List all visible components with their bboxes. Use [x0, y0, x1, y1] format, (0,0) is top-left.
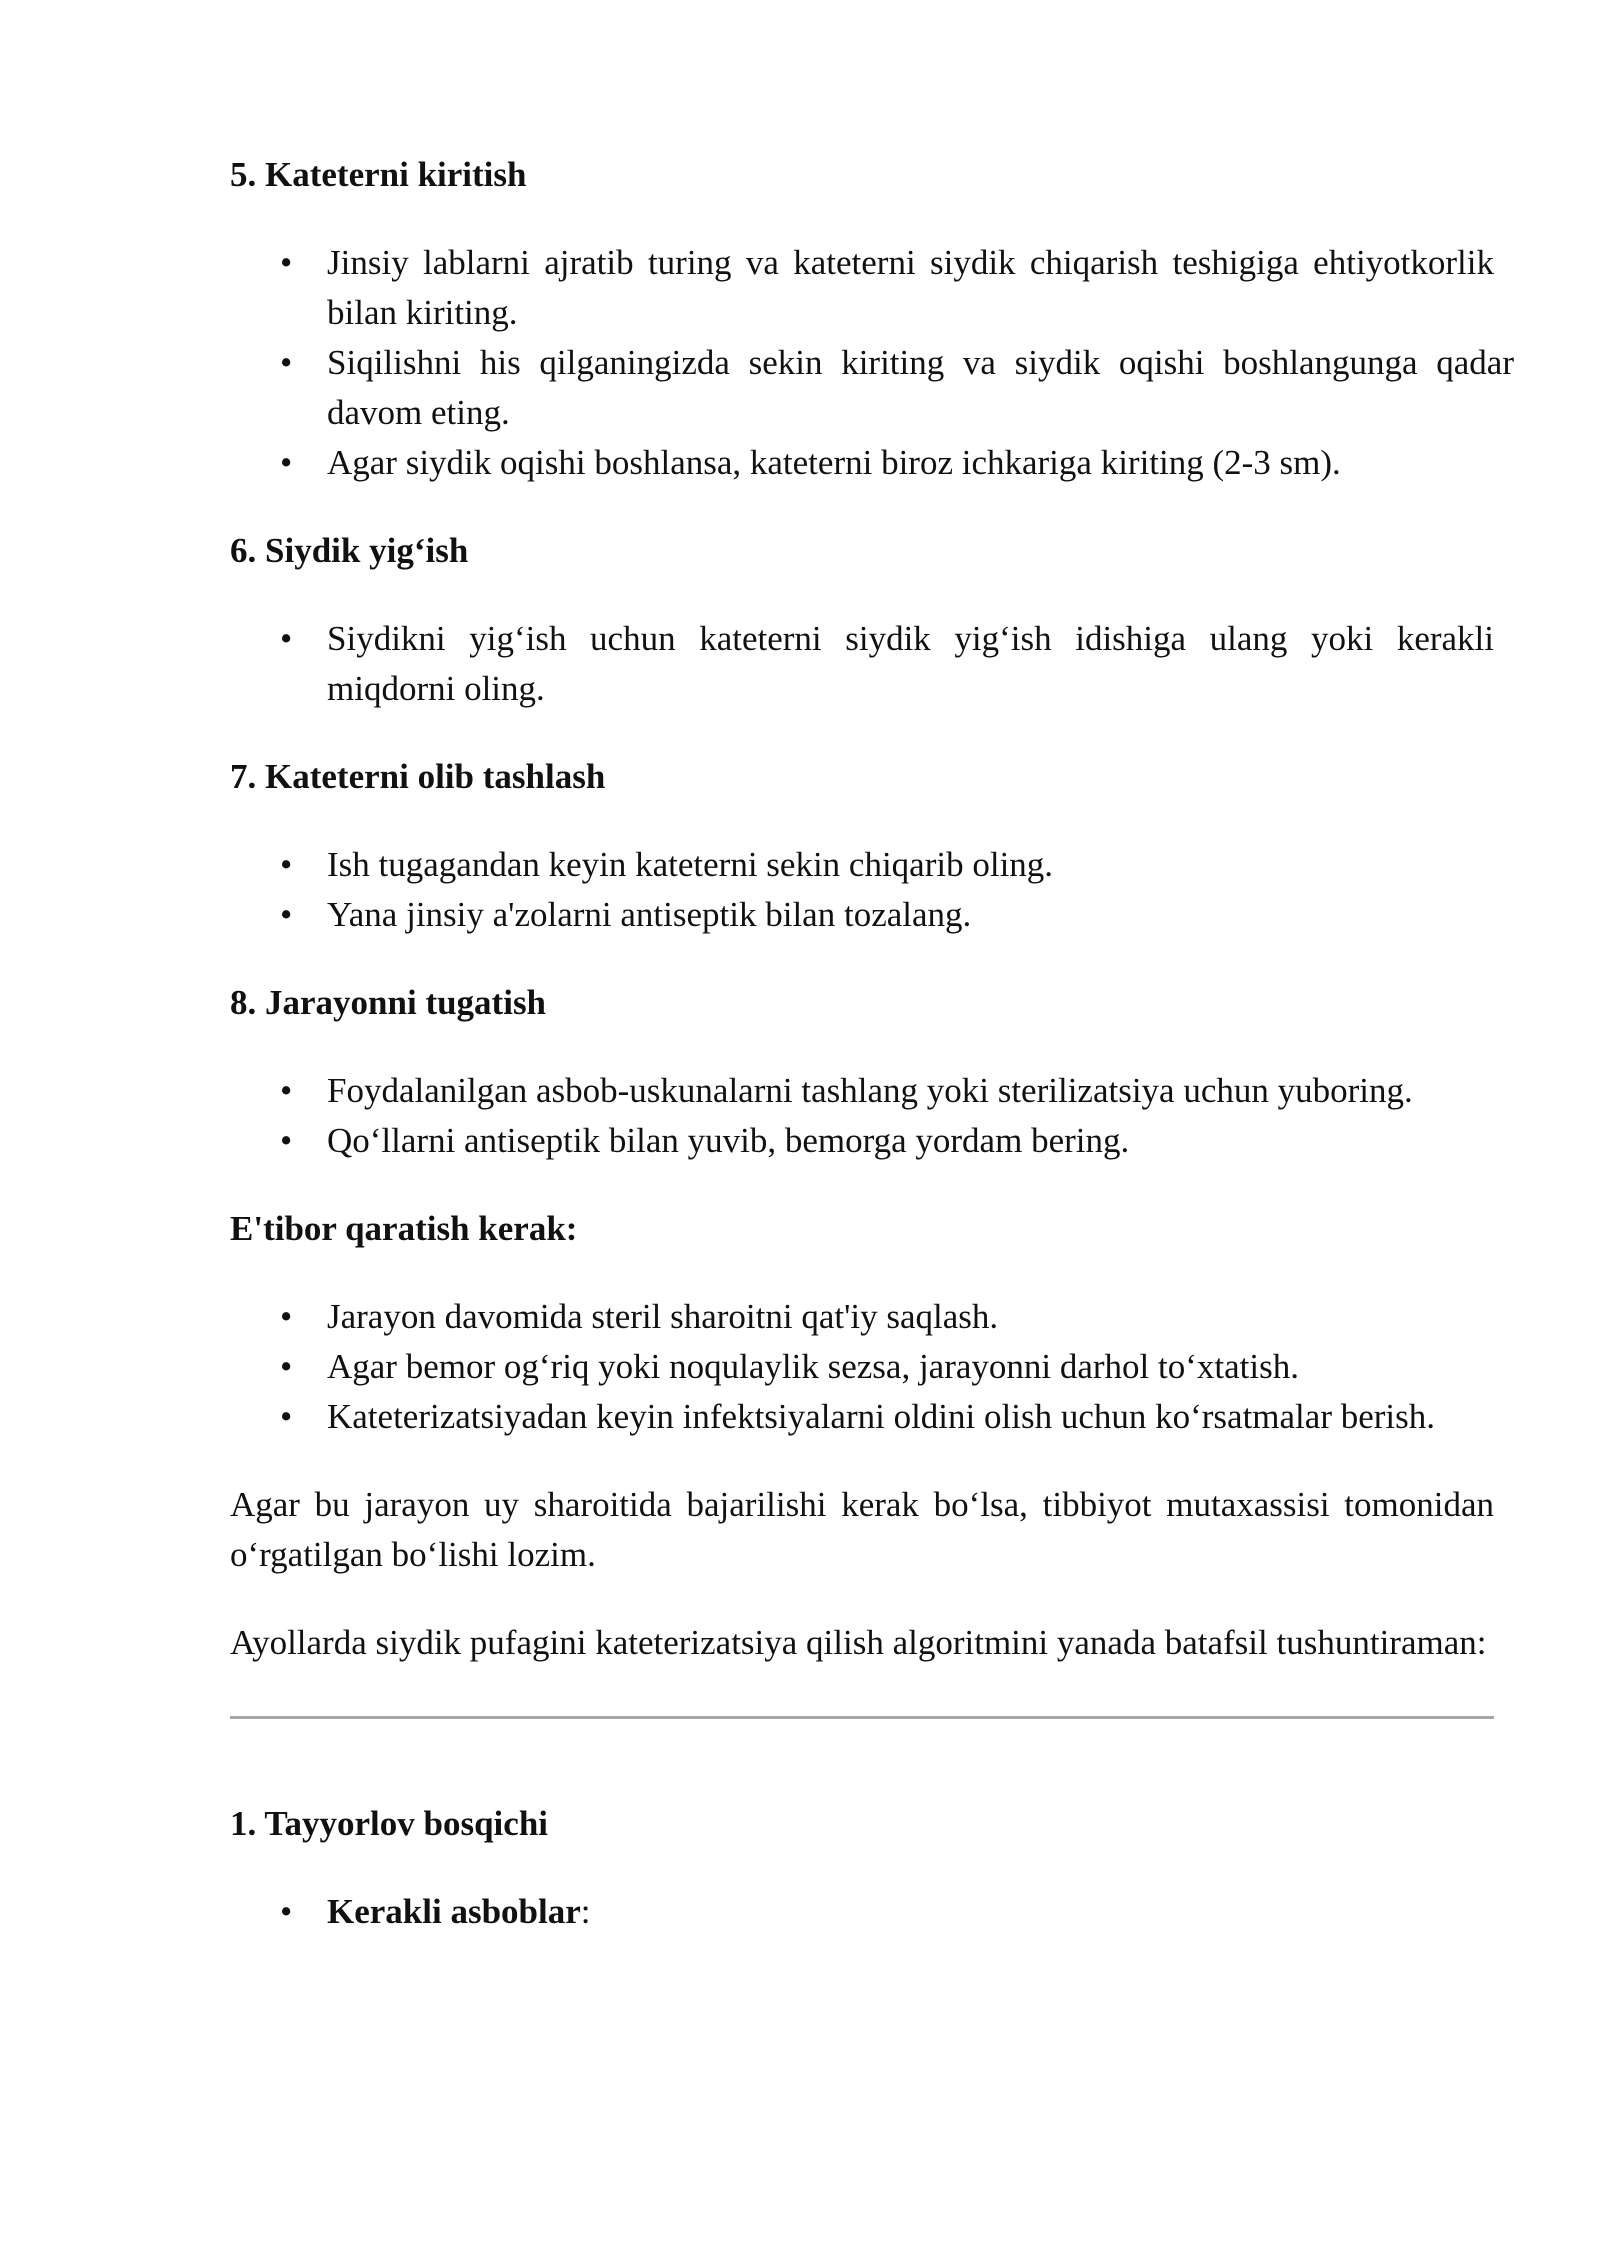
- list-item: [230, 1066, 1494, 1116]
- list-item-text: Siydikni yig‘ish uchun kateterni siydik yig‘ish idishiga ulang yoki kerakli miqdorni oling.: [327, 619, 1494, 708]
- list-item-text: Jarayon davomida steril sharoitni qat'iy saqlash.: [327, 1297, 999, 1336]
- list-item-text: Agar bemor og‘riq yoki noqulaylik sezsa, jarayonni darhol to‘xtatish.: [327, 1347, 1299, 1386]
- list-item: [230, 614, 1494, 714]
- list-item: [230, 438, 1494, 488]
- bullet-icon: •: [280, 1347, 293, 1386]
- bullet-icon: •: [280, 845, 293, 884]
- section-6: [230, 526, 1494, 714]
- document-content: [230, 150, 1514, 1937]
- section-heading: 6. Siydik yig‘ish: [230, 531, 469, 570]
- bullet-icon: •: [280, 1397, 293, 1436]
- bullet-icon: •: [280, 443, 293, 482]
- list-item: [230, 840, 1494, 890]
- section-heading: 8. Jarayonni tugatish: [230, 983, 547, 1022]
- list-item: [230, 1292, 1494, 1342]
- list-item-text: Ish tugagandan keyin kateterni sekin chiqarib oling.: [327, 845, 1054, 884]
- body-paragraph: Ayollarda siydik pufagini kateterizatsiya qilish algoritmini yanada batafsil tushuntiraman:: [230, 1623, 1487, 1662]
- bullet-list: [230, 1066, 1494, 1166]
- body-paragraph: Agar bu jarayon uy sharoitida bajarilishi kerak bo‘lsa, tibbiyot mutaxassisi tomonidan o‘rgatilgan bo‘lishi lozim.: [230, 1485, 1494, 1574]
- bullet-icon: •: [280, 619, 293, 658]
- bullet-list: [230, 238, 1514, 488]
- list-item: [230, 1116, 1494, 1166]
- bullet-icon: •: [280, 1297, 293, 1336]
- list-item-text: Jinsiy lablarni ajratib turing va kateterni siydik chiqarish teshigiga ehtiyotkorlik bilan kiriting.: [327, 243, 1494, 332]
- section-7: [230, 752, 1494, 940]
- list-item: [230, 1887, 1494, 1937]
- section-heading: 5. Kateterni kiritish: [230, 155, 527, 194]
- bullet-icon: •: [280, 895, 293, 934]
- bullet-icon: •: [280, 1892, 293, 1931]
- section-preparation: [230, 1799, 1494, 1937]
- list-item: [230, 338, 1514, 438]
- section-heading: E'tibor qaratish kerak:: [230, 1209, 578, 1248]
- list-item-label: Kerakli asboblar: [327, 1892, 581, 1931]
- list-item: [230, 238, 1494, 338]
- bullet-icon: •: [280, 243, 293, 282]
- horizontal-divider: [230, 1716, 1494, 1719]
- list-item-text: Qo‘llarni antiseptik bilan yuvib, bemorga yordam bering.: [327, 1121, 1130, 1160]
- bullet-list: [230, 1292, 1494, 1442]
- list-item-text: Agar siydik oqishi boshlansa, kateterni biroz ichkariga kiriting (2-3 sm).: [327, 443, 1341, 482]
- section-attention: [230, 1204, 1494, 1442]
- bullet-icon: •: [280, 1121, 293, 1160]
- bullet-icon: •: [280, 343, 293, 382]
- list-item: [230, 1342, 1494, 1392]
- bullet-list: [230, 614, 1494, 714]
- section-heading: 7. Kateterni olib tashlash: [230, 757, 606, 796]
- section-heading: 1. Tayyorlov bosqichi: [230, 1804, 549, 1843]
- list-item-text: Kateterizatsiyadan keyin infektsiyalarni oldini olish uchun ko‘rsatmalar berish.: [327, 1397, 1436, 1436]
- section-8: [230, 978, 1494, 1166]
- list-item-text: Siqilishni his qilganingizda sekin kiriting va siydik oqishi boshlangunga qadar davom eting.: [327, 343, 1514, 432]
- section-5: [230, 150, 1514, 488]
- list-item-text: Foydalanilgan asbob-uskunalarni tashlang yoki sterilizatsiya uchun yuboring.: [327, 1071, 1413, 1110]
- list-item-text: Yana jinsiy a'zolarni antiseptik bilan tozalang.: [327, 895, 972, 934]
- bullet-list: [230, 840, 1494, 940]
- list-item: [230, 890, 1494, 940]
- bullet-icon: •: [280, 1071, 293, 1110]
- bullet-list: [230, 1887, 1494, 1937]
- list-item-text: :: [580, 1892, 591, 1931]
- list-item: [230, 1392, 1494, 1442]
